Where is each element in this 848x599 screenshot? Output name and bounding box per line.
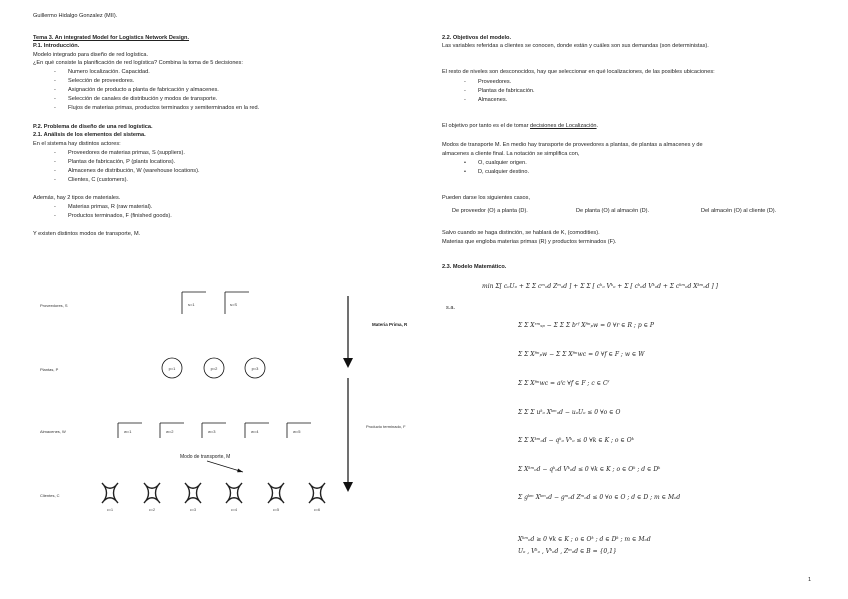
types-intro: Además, hay 2 tipos de materiales. — [33, 195, 121, 201]
p1-item: - Selección de canales de distribución y modos de transporte. — [68, 96, 217, 103]
plant-label: p=3 — [251, 366, 259, 371]
s22-item: - Plantas de fabricación. — [478, 88, 535, 95]
customer-label: c=6 — [314, 508, 320, 512]
p1-line2: ¿En qué consiste la planificación de red logística? Combina la toma de 5 decisiones: — [33, 60, 243, 66]
logistics-network-diagram — [30, 258, 420, 518]
cases-intro: Pueden darse los siguientes casos, — [442, 195, 531, 201]
case-2: De planta (O) al almacén (D). — [576, 208, 650, 214]
type-item: - Productos terminados, F (finished goods). — [68, 213, 172, 220]
supplier-label: s=S — [230, 302, 238, 307]
commodities-line1: Salvo cuando se haga distinción, se hablará de K, (comodities). — [442, 230, 600, 236]
warehouse-label: w=5 — [293, 429, 301, 434]
p1-line1: Modelo integrado para diseño de red logística. — [33, 52, 149, 58]
modes-line2: almacenes a cliente final. La notación se simplifica con, — [442, 151, 580, 157]
p1-item: - Flujos de materias primas, productos terminados y semiterminados en la red. — [68, 105, 259, 112]
constraint: Uₒ , Vᵏₒ , Vᵏₒd , Zᵐₒd ∈ B = {0,1} — [518, 548, 617, 555]
od-item: • O, cualquier origen. — [478, 160, 527, 167]
s22-item: - Almacenes. — [478, 97, 507, 104]
customer-label: c=5 — [273, 508, 279, 512]
modes-line: Y existen distintos modos de transporte, M. — [33, 231, 141, 237]
type-item: - Materias primas, R (raw material). — [68, 204, 152, 211]
p21-title: 2.1. Análisis de los elementos del sistema. — [33, 132, 146, 138]
constraint: Σ Σ Xʳᵐₛₚ − Σ Σ Σ bʳᶠ Xᶠᵐₚw = 0 ∀r ∈ R ; p ∈ P — [518, 322, 654, 329]
row-label-suppliers: Proveedores, S — [40, 303, 68, 308]
warehouse-label: w=1 — [124, 429, 132, 434]
p1-item: - Asignación de producto a planta de fabricación y almacenes. — [68, 87, 219, 94]
plant-label: p=2 — [210, 366, 218, 371]
plant-label: p=1 — [168, 366, 176, 371]
p1-item: - Selección de proveedores. — [68, 78, 134, 85]
constraint: Σ Xᵏᵐₒd − qᵏₒd Vᵏₒd ≤ 0 ∀k ∈ K ; o ∈ Oᵏ ; d ∈ Dᵏ — [518, 466, 661, 473]
page-number: 1 — [808, 577, 812, 583]
s23-title: 2.3. Modelo Matemático. — [442, 264, 507, 270]
case-1: De proveedor (O) a planta (D). — [452, 208, 528, 214]
commodities-line2: Materias que engloba materias primas (R) y productos terminados (F). — [442, 239, 617, 245]
actor-item: - Plantas de fabricación, P (plants locations). — [68, 159, 175, 166]
s22-line1: Las variables referidas a clientes se conocen, donde están y cuáles son sus demandas (son deterministas). — [442, 43, 709, 49]
od-item: • D, cualquier destino. — [478, 169, 529, 176]
author: Guillermo Hidalgo Gonzalez (MII). — [33, 13, 118, 19]
transport-label: Modo de transporte, M — [180, 454, 231, 460]
s22-line2: El resto de niveles son desconocidos, hay que seleccionar en qué localizaciones, de las posibles ubicaciones: — [442, 69, 715, 75]
arrow-label-finished: Producto terminado, F — [366, 424, 406, 429]
warehouse-label: w=3 — [208, 429, 216, 434]
s22-item: - Proveedores. — [478, 79, 511, 86]
tema-title: Tema 3. An integrated Model for Logistics Network Design. — [33, 35, 190, 41]
p1-title: P.1. Introducción. — [33, 43, 80, 49]
constraint: Σ Σ Xᶠᵐwc = aᶠc ∀f ∈ F ; c ∈ Cᶠ — [518, 380, 609, 387]
actor-item: - Clientes, C (customers). — [68, 177, 128, 184]
objective-function: min Σ[ cₒUₒ + Σ Σ cᵐₒd Zᵐₒd ] + Σ Σ [ cᵏₒ Vᵏₒ + Σ [ cᵏₒd Vᵏₒd + Σ cᵏᵐₒd Xᵏᵐₒd ] ] — [482, 283, 718, 290]
actor-item: - Proveedores de materias primas, S (suppliers). — [68, 150, 185, 157]
actors-intro: En el sistema hay distintos actores: — [33, 141, 121, 147]
row-label-warehouses: Almacenes, W — [40, 429, 66, 434]
constraint: Xᵏᵐₒd ≥ 0 ∀k ∈ K ; o ∈ Oᵏ ; d ∈ Dᵏ ; m ∈ Mₒd — [518, 536, 651, 543]
constraint: Σ Σ Σ uᵏₒ Xᵏᵐₒd − uₒUₒ ≤ 0 ∀o ∈ O — [518, 409, 621, 416]
actor-item: - Almacenes de distribución, W (warehouse locations). — [68, 168, 200, 175]
warehouse-label: w=2 — [166, 429, 174, 434]
modes-line1: Modos de transporte M. En medio hay transporte de proveedores a plantas, de plantas a almacenes y de — [442, 142, 703, 148]
customer-label: c=3 — [190, 508, 196, 512]
row-label-customers: Clientes, C — [40, 493, 60, 498]
p1-item: - Numero localización. Capacidad. — [68, 69, 150, 76]
customer-label: c=4 — [231, 508, 237, 512]
p2-title: P.2. Problema de diseño de una red logística. — [33, 124, 153, 130]
customer-label: c=2 — [149, 508, 155, 512]
warehouse-label: w=4 — [251, 429, 259, 434]
arrow-label-raw: Materia Prima, R — [372, 322, 408, 327]
constraint: Σ Σ Xᶠᵐₚw − Σ Σ Xᶠᵐwc = 0 ∀f ∈ F ; w ∈ W — [518, 351, 645, 358]
row-label-plants: Plantas, P — [40, 367, 59, 372]
s22-title: 2.2. Objetivos del modelo. — [442, 35, 512, 41]
customer-label: c=1 — [107, 508, 113, 512]
constraint: Σ gᵏᵐ Xᵏᵐₒd − gᵐₒd Zᵐₒd ≤ 0 ∀o ∈ O ; d ∈ D ; m ∈ Mₒd — [518, 494, 681, 501]
supplier-label: s=1 — [188, 302, 195, 307]
objective-line: El objetivo por tanto es el de tomar decisiones de Localización. — [442, 123, 599, 129]
constraint: Σ Σ Xᵏᵐₒd − qᵏₒ Vᵏₒ ≤ 0 ∀k ∈ K ; o ∈ Oᵏ — [518, 437, 634, 444]
st-label: s.a. — [446, 305, 456, 311]
case-3: Del almacén (O) al cliente (D). — [701, 208, 777, 214]
